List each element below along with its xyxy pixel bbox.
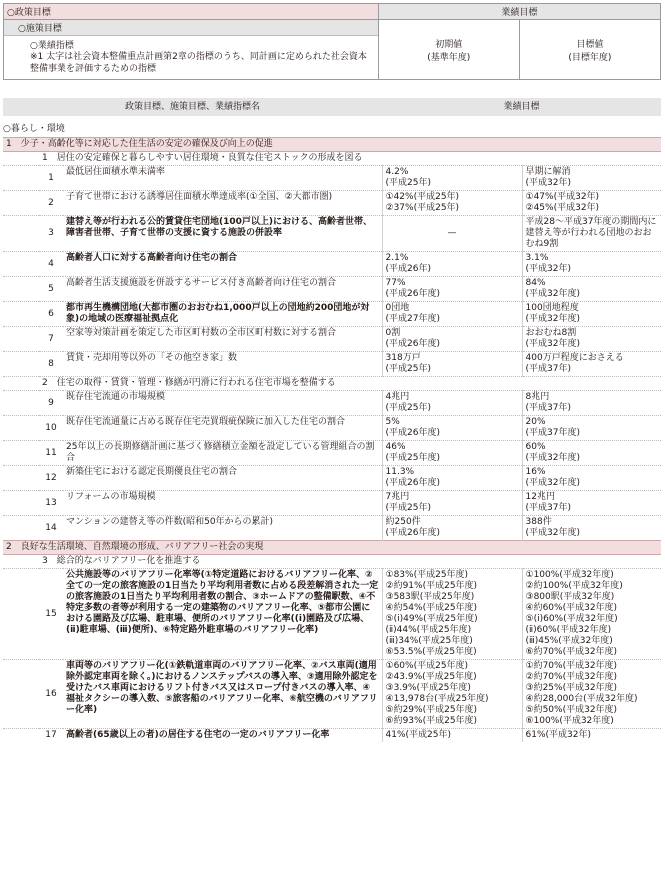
indicator-initial: ①42%(平成25年) ②37%(平成25年) <box>382 191 522 216</box>
indicator-row <box>3 516 661 541</box>
legend-target <box>519 20 660 80</box>
indicator-row <box>3 466 661 491</box>
legend-target-sub: (目標年度) <box>568 52 612 63</box>
indicator-number: 1 <box>39 166 63 191</box>
indicator-indent <box>3 277 39 302</box>
indicator-indent <box>3 216 39 252</box>
policy-goal-row <box>3 138 661 152</box>
indicator-indent <box>3 327 39 352</box>
indicator-name: 建替え等が行われる公的賃貸住宅団地(100戸以上)における、高齢者世帯、障害者世帯、子育て世帯の支援に資する施設の併設率 <box>63 216 382 252</box>
indicator-target: 平成28〜平成37年度の期間内に建替え等が行われる団地のおおむね9割 <box>522 216 661 252</box>
indicator-initial: 4兆円 (平成25年) <box>382 391 522 416</box>
indicator-indent <box>3 516 39 541</box>
indicator-initial: 11.3% (平成26年度) <box>382 466 522 491</box>
indicator-number: 4 <box>39 252 63 277</box>
measure-goal-title: 3 総合的なバリアフリー化を推進する <box>39 555 661 569</box>
legend-policy-goal: ○政策目標 <box>4 4 379 20</box>
indicator-initial: — <box>382 216 522 252</box>
indicator-number: 6 <box>39 302 63 327</box>
indicator-number: 2 <box>39 191 63 216</box>
indicator-name: リフォームの市場規模 <box>63 491 382 516</box>
header-target-col: 業績目標 <box>382 98 661 116</box>
indicator-target: ①47%(平成32年) ②45%(平成32年) <box>522 191 661 216</box>
indicator-target: 8兆円 (平成37年) <box>522 391 661 416</box>
legend-note: ※1 太字は社会資本整備重点計画第2章の指標のうち、同計画に定められた社会資本整備事業を評価するための指標 <box>30 52 367 74</box>
indicator-name: 高齢者(65歳以上の者)の居住する住宅の一定のバリアフリー化率 <box>63 729 382 743</box>
legend-indicator-block <box>4 36 378 79</box>
indicator-row <box>3 729 661 743</box>
indicator-name: 25年以上の長期修繕計画に基づく修繕積立金額を設定している管理組合の割合 <box>63 441 382 466</box>
indicator-target: 400万戸程度におさえる (平成37年) <box>522 352 661 377</box>
indicator-number: 13 <box>39 491 63 516</box>
indicator-name: 子育て世帯における誘導居住面積水準達成率(①全国、②大都市圏) <box>63 191 382 216</box>
indicator-initial: ①60%(平成25年度) ②43.9%(平成25年度) ③3.9%(平成25年度) ④13,978台(平成25年度) ⑤約29%(平成25年度) ⑥約93%(平成25年度) <box>382 660 522 729</box>
indicator-initial: 0割 (平成26年度) <box>382 327 522 352</box>
indicator-indent <box>3 391 39 416</box>
indicator-row <box>3 327 661 352</box>
indicator-number: 7 <box>39 327 63 352</box>
indicator-indent <box>3 191 39 216</box>
indicator-row <box>3 277 661 302</box>
indicator-initial: 4.2% (平成25年) <box>382 166 522 191</box>
indicator-target: ①約70%(平成32年度) ②約70%(平成32年度) ③約25%(平成32年度) ④約28,000台(平成32年度) ⑤約50%(平成32年度) ⑥100%(平成32年度) <box>522 660 661 729</box>
legend-initial <box>378 20 519 80</box>
measure-goal-row <box>3 555 661 569</box>
indicator-target: 16% (平成32年度) <box>522 466 661 491</box>
measure-goal-indent <box>3 555 39 569</box>
indicator-target: 388件 (平成32年度) <box>522 516 661 541</box>
measure-goal-row <box>3 377 661 391</box>
section-title: ○暮らし・環境 <box>3 124 65 134</box>
indicator-table <box>3 98 661 742</box>
indicator-name: 既存住宅流通量に占める既存住宅売買瑕疵保険に加入した住宅の割合 <box>63 416 382 441</box>
measure-goal-indent <box>3 377 39 391</box>
indicator-indent <box>3 302 39 327</box>
indicator-initial: 7兆円 (平成25年) <box>382 491 522 516</box>
indicator-indent <box>3 466 39 491</box>
indicator-number: 8 <box>39 352 63 377</box>
legend-initial-label: 初期値 <box>435 39 463 50</box>
legend-initial-sub: (基準年度) <box>427 52 471 63</box>
legend-target-label: 目標値 <box>576 39 604 50</box>
legend-hierarchy <box>4 20 379 80</box>
legend-perf-target: 業績目標 <box>378 4 660 20</box>
indicator-row <box>3 416 661 441</box>
table-header <box>3 98 661 116</box>
indicator-number: 14 <box>39 516 63 541</box>
indicator-initial: ①83%(平成25年度) ②約91%(平成25年度) ③583駅(平成25年度) ④約54%(平成25年度) ⑤(ⅰ)49%(平成25年度) (ⅱ)44%(平成25年度) (ⅲ)34%(平成25年度) ⑥53.5%(平成25年度) <box>382 569 522 660</box>
indicator-row <box>3 660 661 729</box>
indicator-number: 3 <box>39 216 63 252</box>
indicator-row <box>3 491 661 516</box>
indicator-target: 12兆円 (平成37年) <box>522 491 661 516</box>
indicator-number: 17 <box>39 729 63 743</box>
section-row <box>3 116 661 138</box>
indicator-indent <box>3 569 39 660</box>
policy-goal-title: 1 少子・高齢化等に対応した住生活の安定の確保及び向上の促進 <box>3 138 661 152</box>
indicator-target: 3.1% (平成32年) <box>522 252 661 277</box>
indicator-target: 100団地程度 (平成32年度) <box>522 302 661 327</box>
policy-goal-title: 2 良好な生活環境、自然環境の形成、バリアフリー社会の実現 <box>3 541 661 555</box>
indicator-initial: 5% (平成26年度) <box>382 416 522 441</box>
indicator-row <box>3 166 661 191</box>
indicator-number: 15 <box>39 569 63 660</box>
policy-goal-row <box>3 541 661 555</box>
indicator-name: 賃貸・売却用等以外の「その他空き家」数 <box>63 352 382 377</box>
indicator-name: 既存住宅流通の市場規模 <box>63 391 382 416</box>
legend-indicator: ○業績指標 <box>30 41 74 51</box>
indicator-initial: 0団地 (平成27年度) <box>382 302 522 327</box>
indicator-target: ①100%(平成32年度) ②約100%(平成32年度) ③800駅(平成32年度) ④約60%(平成32年度) ⑤(ⅰ)60%(平成32年度) (ⅱ)60%(平成32年度) (ⅲ)45%(平成32年度) ⑥約70%(平成32年度) <box>522 569 661 660</box>
indicator-indent <box>3 729 39 743</box>
indicator-name: 公共施設等のバリアフリー化率等(①特定道路におけるバリアフリー化率、②全ての一定の旅客施設の1日当たり平均利用者数に占める段差解消された一定の旅客施設の1日当たり平均利用者数の割合、③ホームドアの整備駅数、④不特定多数の者等が利用する一定の建築物のバリアフリー化率、⑤都市公園における園路及び広場、駐車場、便所のバリアフリー化率((ⅰ)園路及び広場、(ⅱ)駐車場、(ⅲ)便所)、⑥特定路外駐車場のバリアフリー化率) <box>63 569 382 660</box>
indicator-indent <box>3 166 39 191</box>
indicator-row <box>3 191 661 216</box>
indicator-indent <box>3 416 39 441</box>
indicator-target: 早期に解消 (平成32年) <box>522 166 661 191</box>
indicator-number: 9 <box>39 391 63 416</box>
indicator-row <box>3 441 661 466</box>
indicator-target: 20% (平成37年度) <box>522 416 661 441</box>
indicator-number: 5 <box>39 277 63 302</box>
measure-goal-title: 2 住宅の取得・賃貸・管理・修繕が円滑に行われる住宅市場を整備する <box>39 377 661 391</box>
indicator-initial: 46% (平成25年度) <box>382 441 522 466</box>
indicator-target: 84% (平成32年度) <box>522 277 661 302</box>
indicator-initial: 41%(平成25年) <box>382 729 522 743</box>
indicator-name: 最低居住面積水準未満率 <box>63 166 382 191</box>
indicator-indent <box>3 660 39 729</box>
indicator-name: マンションの建替え等の件数(昭和50年からの累計) <box>63 516 382 541</box>
indicator-initial: 318万戸 (平成25年) <box>382 352 522 377</box>
legend-table <box>3 3 661 80</box>
indicator-initial: 77% (平成26年度) <box>382 277 522 302</box>
indicator-row <box>3 391 661 416</box>
indicator-name: 新築住宅における認定長期優良住宅の割合 <box>63 466 382 491</box>
indicator-target: 61%(平成32年) <box>522 729 661 743</box>
indicator-indent <box>3 252 39 277</box>
indicator-number: 10 <box>39 416 63 441</box>
indicator-number: 16 <box>39 660 63 729</box>
indicator-indent <box>3 352 39 377</box>
header-name-col: 政策目標、施策目標、業績指標名 <box>3 98 382 116</box>
indicator-name: 空家等対策計画を策定した市区町村数の全市区町村数に対する割合 <box>63 327 382 352</box>
indicator-name: 高齢者人口に対する高齢者向け住宅の割合 <box>63 252 382 277</box>
indicator-initial: 約250件 (平成26年度) <box>382 516 522 541</box>
indicator-initial: 2.1% (平成26年) <box>382 252 522 277</box>
measure-goal-title: 1 居住の安定確保と暮らしやすい居住環境・良質な住宅ストックの形成を図る <box>39 152 661 166</box>
indicator-row <box>3 569 661 660</box>
indicator-row <box>3 216 661 252</box>
indicator-name: 高齢者生活支援施設を併設するサービス付き高齢者向け住宅の割合 <box>63 277 382 302</box>
indicator-row <box>3 352 661 377</box>
indicator-target: おおむね8割 (平成32年度) <box>522 327 661 352</box>
measure-goal-row <box>3 152 661 166</box>
indicator-name: 都市再生機構団地(大都市圏のおおむね1,000戸以上の団地約200団地が対象)の地域の医療福祉拠点化 <box>63 302 382 327</box>
indicator-name: 車両等のバリアフリー化(①鉄軌道車両のバリアフリー化率、②バス車両(適用除外認定車両を除く。)におけるノンステップバスの導入率、③適用除外認定を受けたバス車両におけるリフト付きバス又はスロープ付きバスの導入率、④福祉タクシーの導入数、⑤旅客船のバリアフリー化率、⑥航空機のバリアフリー化率) <box>63 660 382 729</box>
indicator-indent <box>3 441 39 466</box>
indicator-row <box>3 252 661 277</box>
indicator-indent <box>3 491 39 516</box>
measure-goal-indent <box>3 152 39 166</box>
indicator-row <box>3 302 661 327</box>
indicator-number: 11 <box>39 441 63 466</box>
legend-measure-goal: ○施策目標 <box>4 20 378 36</box>
indicator-target: 60% (平成32年度) <box>522 441 661 466</box>
indicator-number: 12 <box>39 466 63 491</box>
